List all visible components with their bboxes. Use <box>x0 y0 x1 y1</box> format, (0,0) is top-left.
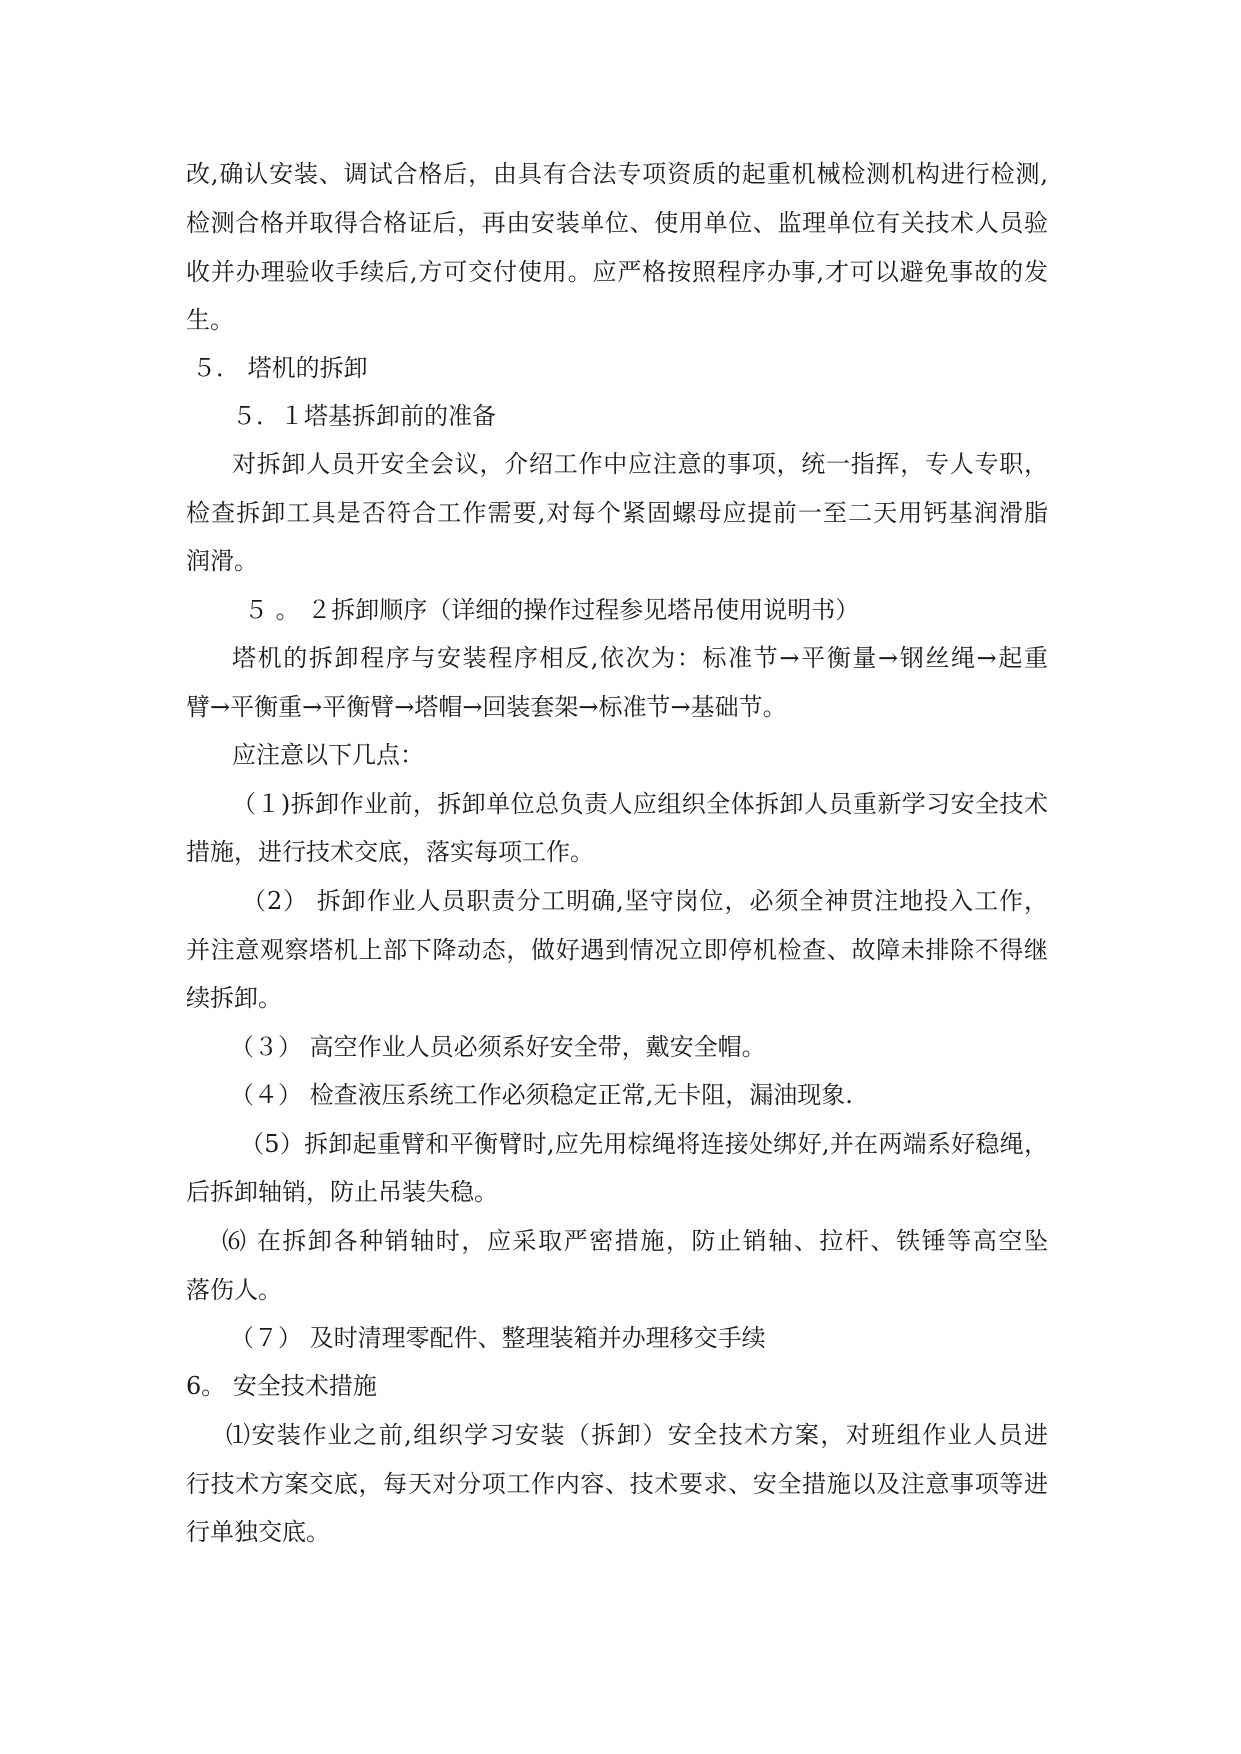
list-item-line: 行技术方案交底，每天对分项工作内容、技术要求、安全措施以及注意事项等进 <box>186 1470 1048 1498</box>
list-item-line: （４） 检查液压系统工作必须稳定正常,无卡阻，漏油现象. <box>230 1081 853 1109</box>
list-item-line: 行单独交底。 <box>186 1518 330 1546</box>
list-item-line: （１)拆卸作业前，拆卸单位总负责人应组织全体拆卸人员重新学习安全技术 <box>232 790 1048 818</box>
paragraph-line: 收并办理验收手续后,方可交付使用。应严格按照程序办事,才可以避免事故的发 <box>186 258 1048 286</box>
paragraph-line: 应注意以下几点： <box>232 741 424 769</box>
subsection-heading: ５ 。 ２拆卸顺序（详细的操作过程参见塔吊使用说明书） <box>244 596 860 624</box>
section-heading: ５． 塔机的拆卸 <box>192 354 368 382</box>
paragraph-line: 检查拆卸工具是否符合工作需要,对每个紧固螺母应提前一至二天用钙基润滑脂 <box>186 499 1048 527</box>
list-item-line: 续拆卸。 <box>186 984 282 1012</box>
paragraph-line: 润滑。 <box>186 547 258 575</box>
subsection-heading: ５．１塔基拆卸前的准备 <box>232 402 496 430</box>
list-item-line: ⑹ 在拆卸各种销轴时，应采取严密措施，防止销轴、拉杆、铁锤等高空坠 <box>222 1227 1048 1255</box>
list-item-line: 落伤人。 <box>186 1276 282 1304</box>
paragraph-line: 臂→平衡重→平衡臂→塔帽→回装套架→标准节→基础节。 <box>186 693 787 721</box>
paragraph-line: 对拆卸人员开安全会议，介绍工作中应注意的事项，统一指挥，专人专职， <box>232 450 1048 478</box>
list-item-line: ⑴安装作业之前,组织学习安装（拆卸）安全技术方案，对班组作业人员进 <box>226 1421 1048 1449</box>
list-item-line: （5）拆卸起重臂和平衡臂时,应先用棕绳将连接处绑好,并在两端系好稳绳， <box>240 1130 1048 1158</box>
list-item-line: （2） 拆卸作业人员职责分工明确,坚守岗位，必须全神贯注地投入工作， <box>242 887 1048 915</box>
list-item-line: 并注意观察塔机上部下降动态，做好遇到情况立即停机检查、故障未排除不得继 <box>186 936 1048 964</box>
paragraph-line: 检测合格并取得合格证后，再由安装单位、使用单位、监理单位有关技术人员验 <box>186 209 1048 237</box>
list-item-line: （３） 高空作业人员必须系好安全带，戴安全帽。 <box>230 1033 766 1061</box>
section-heading: 6。 安全技术措施 <box>186 1372 377 1400</box>
list-item-line: （７） 及时清理零配件、整理装箱并办理移交手续 <box>230 1324 766 1352</box>
paragraph-line: 生。 <box>186 306 234 334</box>
list-item-line: 措施，进行技术交底，落实每项工作。 <box>186 838 594 866</box>
paragraph-line: 改,确认安装、调试合格后，由具有合法专项资质的起重机械检测机构进行检测, <box>186 160 1048 188</box>
list-item-line: 后拆卸轴销，防止吊装失稳。 <box>186 1178 498 1206</box>
paragraph-line: 塔机的拆卸程序与安装程序相反,依次为：标准节→平衡量→钢丝绳→起重 <box>232 644 1048 672</box>
